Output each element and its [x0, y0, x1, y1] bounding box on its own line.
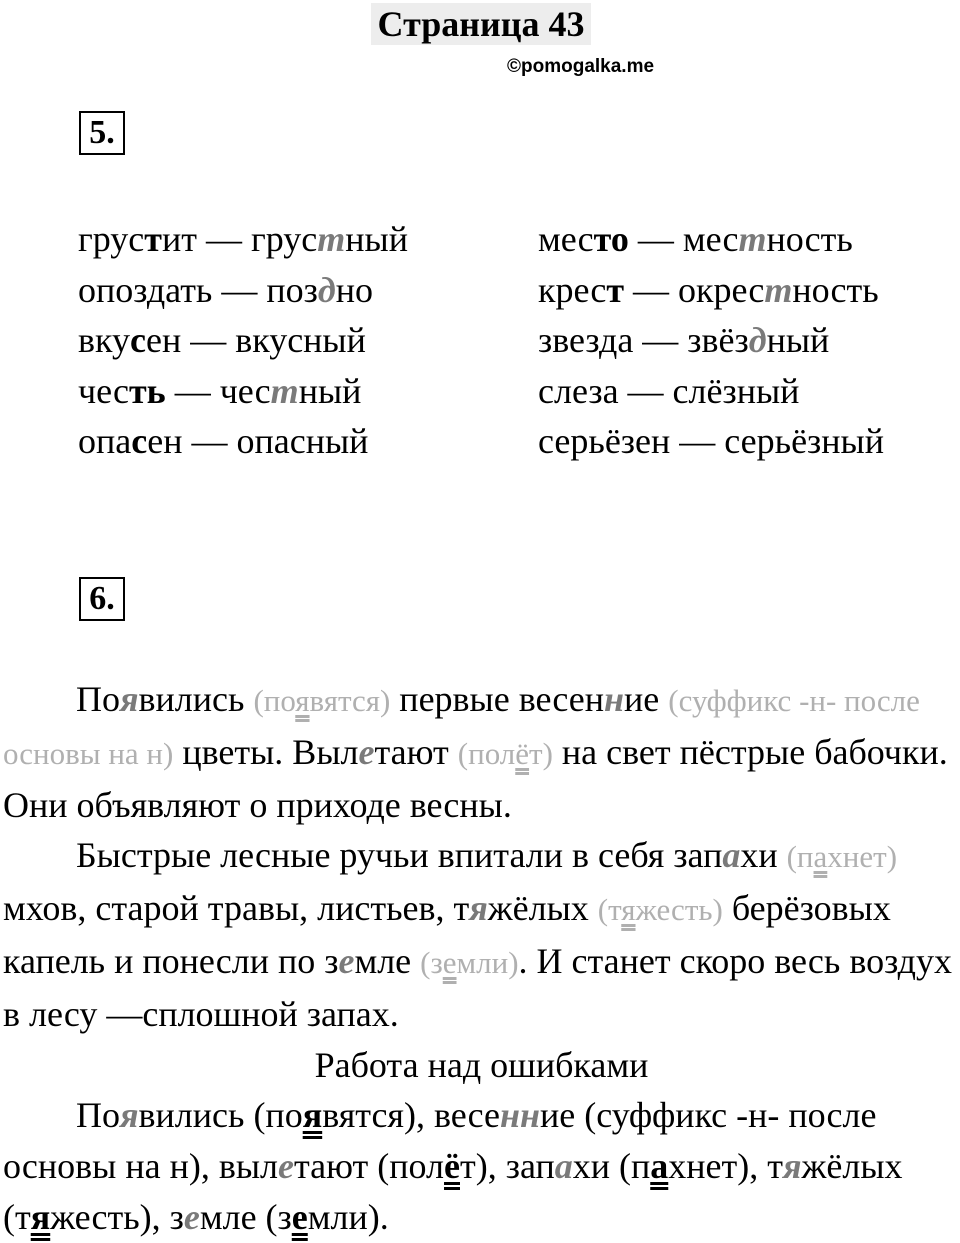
word-pair: вкусен — вкусный	[78, 320, 366, 360]
word-pair: грустит — грустный	[78, 219, 408, 259]
paragraph-3: Появились (появятся), весенние (суффикс -н- после основы на н), вылетают (полёт), запахи (пахнет), тяжёлых (тяжесть), земле (земли).	[3, 1095, 903, 1237]
task-6-text	[3, 674, 960, 1243]
word-pair: звезда — звёздный	[538, 320, 830, 360]
paragraph-2: Быстрые лесные ручьи впитали в себя запахи (пахнет) мхов, старой травы, листьев, тяжёлых (тяжесть) берёзовых капель и понесли по земле (земли). И станет скоро весь воздух в лесу —сплошной запах.	[3, 835, 952, 1034]
word-pair: место — местность	[538, 219, 853, 259]
task-5-right-column	[538, 214, 884, 467]
word-pair: опоздать — поздно	[78, 269, 373, 310]
word-pair: слеза — слёзный	[538, 370, 800, 411]
word-pair: крест — окрестность	[538, 269, 879, 310]
task-6-number: 6.	[79, 577, 125, 621]
word-pair: серьёзен — серьёзный	[538, 421, 884, 461]
section-heading: Работа над ошибками	[314, 1044, 649, 1085]
paragraph-1: Появились (появятся) первые весенние (суффикс -н- после основы на н) цветы. Вылетают (полёт) на свет пёстрые бабочки. Они объявляют о приходе весны.	[3, 679, 948, 825]
page-title: Страница 43	[371, 3, 591, 45]
word-pair: честь — честный	[78, 370, 362, 411]
word-pair: опасен — опасный	[78, 421, 369, 461]
task-5-number: 5.	[79, 111, 125, 155]
task-5-left-column	[78, 214, 408, 467]
watermark: ©pomogalka.me	[507, 56, 655, 77]
